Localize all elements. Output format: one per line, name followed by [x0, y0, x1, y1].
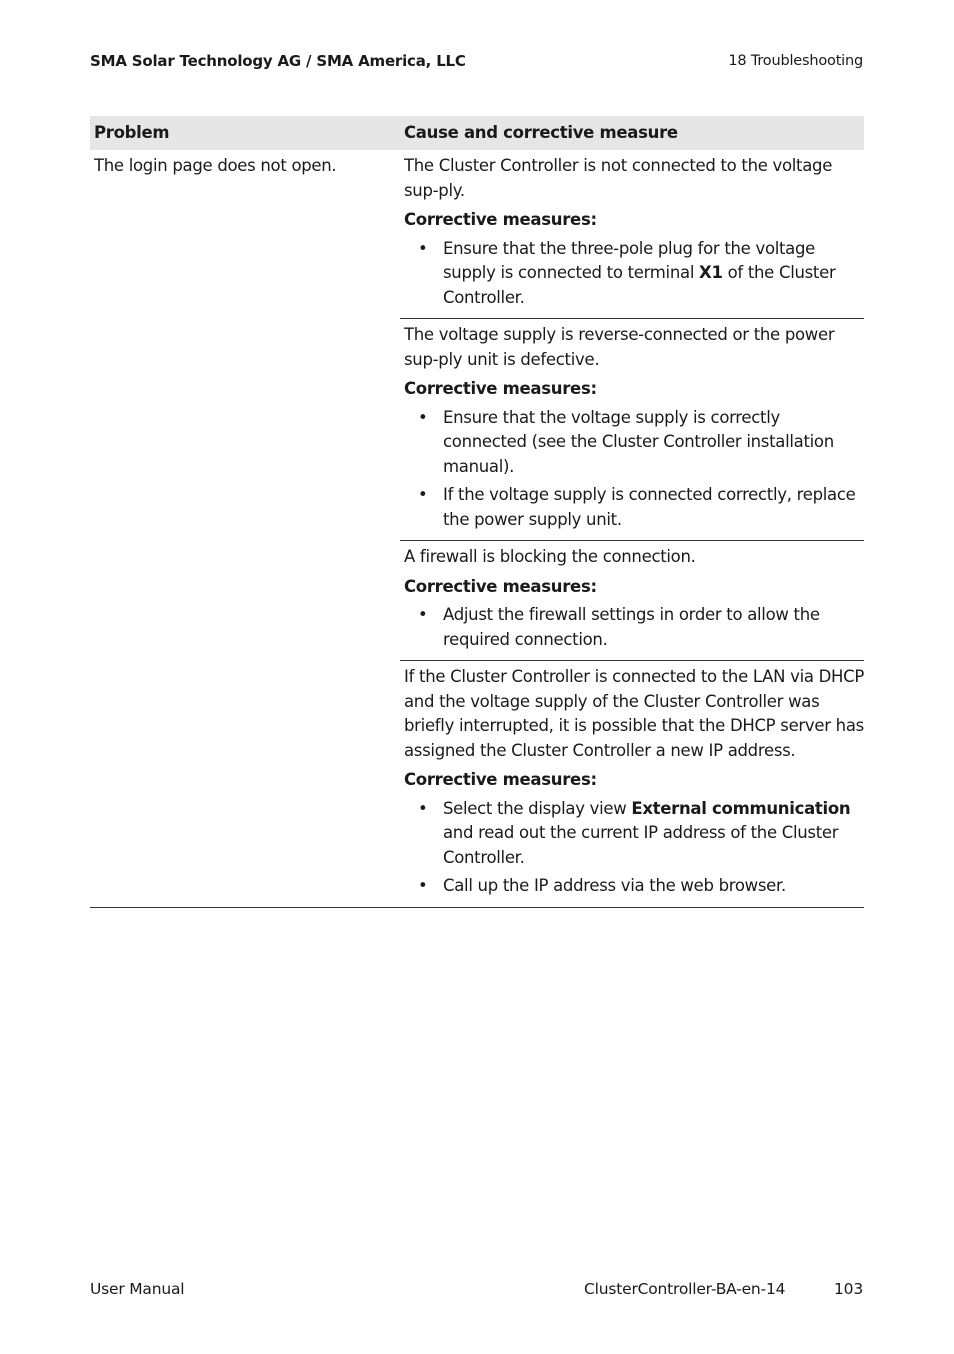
cause-text: The Cluster Controller is not connected to the voltage sup-ply.: [404, 156, 833, 200]
table-header-row: [90, 116, 864, 150]
measure-list: [404, 237, 864, 311]
measure-list: [404, 797, 864, 899]
footer-doc-code: ClusterController-BA-en-14: [584, 1280, 786, 1298]
cause-text: The voltage supply is reverse-connected or the power sup-ply unit is defective.: [404, 325, 835, 369]
bullet-icon: •: [418, 605, 428, 624]
corrective-measures-label: Corrective measures:: [404, 576, 597, 596]
measure-item: • Ensure that the three-pole plug for the voltage supply is connected to terminal X1 of the Cluster Controller.: [418, 238, 836, 307]
measure-item: • Ensure that the voltage supply is correctly connected (see the Cluster Controller installation manual).: [418, 407, 834, 476]
measure-item: • Select the display view External communication and read out the current IP address of the Cluster Controller.: [418, 798, 851, 867]
cause-cell: [400, 150, 864, 908]
cause-text: If the Cluster Controller is connected to the LAN via DHCP and the voltage supply of the Cluster Controller was briefly interrupted, it is possible that the DHCP server has assigned the Cluster Controller a new IP address.: [404, 667, 864, 760]
measure-item: • Adjust the firewall settings in order to allow the required connection.: [418, 605, 820, 649]
problem-cell: The login page does not open.: [90, 150, 400, 908]
cause-block: [400, 661, 864, 908]
cause-block: [400, 541, 864, 661]
measure-list: [404, 406, 864, 533]
cause-block: [400, 319, 864, 541]
column-header-problem: Problem: [90, 116, 400, 150]
measure-item: • Call up the IP address via the web browser.: [404, 874, 864, 899]
corrective-measures-label: Corrective measures:: [404, 770, 597, 789]
cause-block: [400, 150, 864, 319]
bullet-icon: •: [418, 485, 428, 504]
header-section: 18 Troubleshooting: [728, 53, 863, 69]
measure-item: • If the voltage supply is connected correctly, replace the power supply unit.: [418, 485, 856, 529]
corrective-measures-label: Corrective measures:: [404, 379, 597, 398]
bullet-icon: •: [418, 238, 428, 258]
footer-manual: User Manual: [90, 1280, 185, 1298]
bullet-icon: •: [418, 407, 428, 427]
corrective-measures-label: Corrective measures:: [404, 210, 597, 229]
bullet-icon: •: [418, 798, 428, 818]
cause-text: A firewall is blocking the connection.: [404, 547, 696, 566]
bullet-icon: •: [418, 876, 428, 895]
header-company: SMA Solar Technology AG / SMA America, LLC: [90, 52, 466, 70]
table-row: [90, 150, 864, 908]
column-header-cause: Cause and corrective measure: [400, 116, 864, 150]
measure-list: [404, 603, 864, 652]
troubleshooting-table: [90, 116, 864, 908]
footer-page-number: 103: [834, 1280, 863, 1298]
